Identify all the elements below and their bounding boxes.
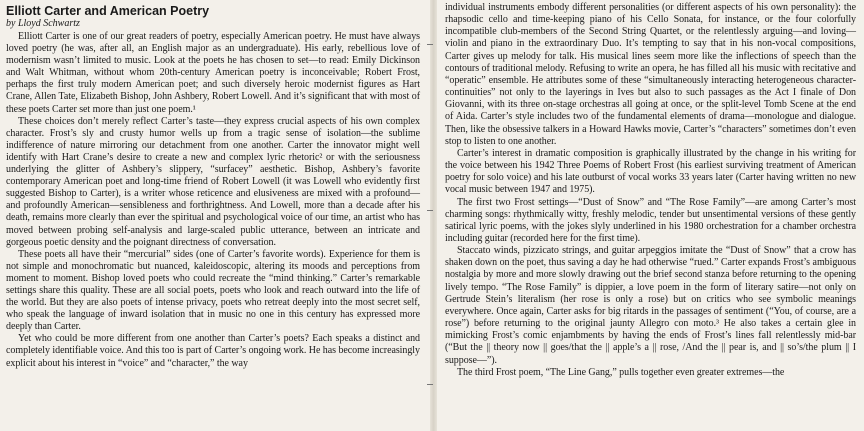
article-title: Elliott Carter and American Poetry bbox=[6, 4, 210, 18]
fold-mark bbox=[427, 210, 433, 211]
page-gutter bbox=[430, 0, 437, 431]
paragraph: Carter’s interest in dramatic composition is graphically illustrated by the change in his writing for the voice between his 1942 Three Poems of Robert Frost (his earliest surviving treatment of American poetry for solo voice) and his late outburst of vocal works 33 years later (Carter having written no new vocal music between 1947 and 1975). bbox=[445, 147, 856, 196]
paragraph: These choices don’t merely reflect Carter’s taste—they express crucial aspects of his own complex character. Frost’s sly and crusty humor wells up from a tragic sense of isolation—the sublime indifference of nature mirroring our detachment from one another. Carter the innovator might well identify with Hart Crane’s desire to create a new and complex lyric rhetoric² or with the seriousness underlying the glitter of Ashbery’s slippery, “surfacey” aesthetic. Bishop, Ashbery’s favorite contemporary American poet and long-time friend of Robert Lowell (it was Lowell who evidently first suggested Bishop to Carter), is a writer whose reticence and elusiveness are mixed with a profound—and profoundly American—sensibleness and forthrightness. And Lowell, more than a decade after his death, remains more clearly than ever the spiritual and psychological voice of our time, an artist who has moved between probing self-analysis and large-scaled public utterance, between an intricate and gorgeous poetic density and the poignant directness of conversation. bbox=[6, 115, 420, 248]
paragraph: These poets all have their “mercurial” sides (one of Carter’s favorite words). Experience for them is not simple and monochromatic but nuanced, kaleidoscopic, altering its moods and perceptions from moment to moment. Bishop loved poets who could recreate the “mind thinking.” Carter’s remarkable settings share this quality. These are all social poets, poets who look and reach outward into the life of the world. But they are also poets of intense privacy, poets who retreat deeply into the most secret self, who speak the language of inward isolation that in music no one in this century has expressed more deeply than Carter. bbox=[6, 248, 420, 333]
fold-mark bbox=[427, 44, 433, 45]
paragraph: Staccato winds, pizzicato strings, and guitar arpeggios imitate the “Dust of Snow” that a crow has shaken down on the poet, thus saving a day he had otherwise “rued.” Carter expands Frost’s ambiguous nostalgia by more and more slowly drawing out the brief second stanza before returning to the opening lively tempo. “The Rose Family” is dippier, a love poem in the form of literary satire—not only on Gertrude Stein’s literalism (her rose is only a rose) but on critics who see symbolic meanings everywhere. Once again, Carter asks for big ritards in the passages of sentiment (“You, of course, are a rose”) before returning to the original jaunty Allegro con moto.³ He also takes a certain glee in mimicking Frost’s comic enjambments by having the ends of Frost’s lines fall relentlessly mid-bar (“But the || theory now || goes/that the || apple’s a || rose, /And the || pear is, and || so’s/the plum || I suppose—”). bbox=[445, 245, 856, 366]
paragraph: individual instruments embody different personalities (or different aspects of his own personality): the rhapsodic cello and time-keeping piano of his Cello Sonata, for instance, or the four colorfully incompatible club-members of the Second String Quartet, or the relentlessly arguing—and loving—violin and piano in the extraordinary Duo. It’s tempting to say that in his non-vocal compositions, Carter gives up melody for talk. His musical lines seem more like the inflections of speech than the contours of traditional melody. Refusing to write an opera, he has filled all his music with recitative and “operatic” ensemble. He attributes some of these “simultaneously interacting heterogeneous character-continuities” not only to the layerings in Ives but also to such passages as the Act I finale of Don Giovanni, with its three on-stage orchestras all going at once, or the split-level Tomb Scene at the end of Aida. Carter’s style includes two of the fundamental elements of drama—monologue and dialogue. Then, like the obsessive talkers in a Howard Hawks movie, Carter’s “characters” sometimes don’t even stop to listen to one another. bbox=[445, 2, 856, 147]
paragraph: Yet who could be more different from one another than Carter’s poets? Each speaks a distinct and completely identifiable voice. And this too is part of Carter’s ongoing work. He has become increasingly explicit about his interest in “voice” and “character,” the way bbox=[6, 333, 420, 369]
left-page bbox=[0, 0, 430, 431]
paragraph: Elliott Carter is one of our great readers of poetry, especially American poetry. He must have always loved poetry (he was, after all, an English major as an undergraduate). His early, rebellious love of modernism wasn’t limited to music. Look at the poets he has chosen to set—to read: Emily Dickinson and Walt Whitman, without whom 20th-century American poetry is inconceivable; Robert Frost, perhaps the first truly modern American poet; and such diversely heroic modernist figures as Hart Crane, Allen Tate, Elizabeth Bishop, John Ashbery, Robert Lowell. And it’s significant that with most of these poets Carter set more than just one poem.¹ bbox=[6, 31, 420, 115]
right-page bbox=[437, 0, 864, 431]
fold-mark bbox=[427, 384, 433, 385]
byline: by Lloyd Schwartz bbox=[6, 18, 80, 29]
paragraph: The third Frost poem, “The Line Gang,” pulls together even greater extremes—the bbox=[457, 366, 785, 378]
paragraph: The first two Frost settings—“Dust of Snow” and “The Rose Family”—are among Carter’s most charming songs: rhythmically witty, freshly melodic, tender but unsentimental versions of these gently satirical lyric poems, with the jokes slyly underlined in his 1980 orchestration for a chamber orchestra including guitar (recorded here for the first time). bbox=[445, 196, 856, 244]
